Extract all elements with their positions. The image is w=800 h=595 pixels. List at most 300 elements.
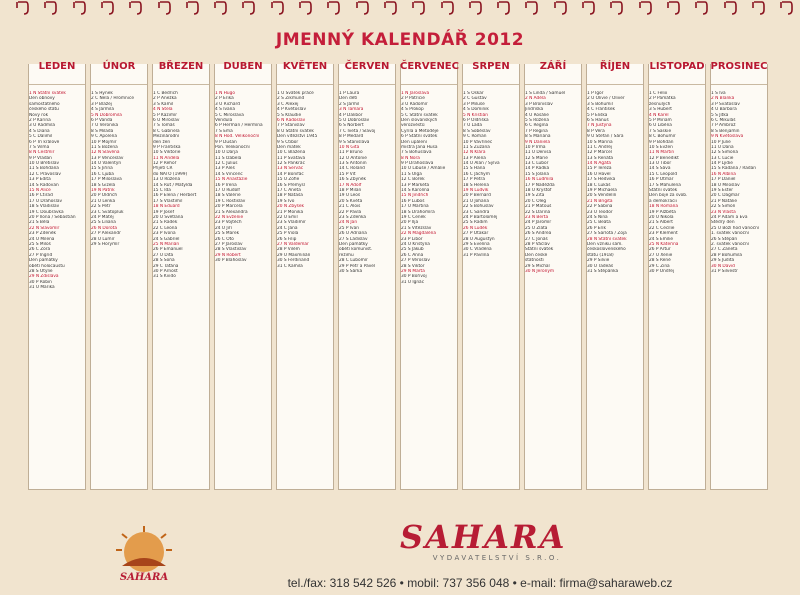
day-entry: 1 P Igor xyxy=(587,91,604,96)
day-entry: státnosti xyxy=(525,258,544,264)
day-entry: 27 P Alexandr xyxy=(91,231,121,237)
day-entry: 13 Č Lucie xyxy=(711,155,734,161)
day-entry: 20 Ú Nikola xyxy=(649,214,674,220)
day-entry: 14 P Lýdie xyxy=(711,161,733,167)
ring-icon xyxy=(42,0,58,16)
day-row xyxy=(339,269,395,274)
day-entry: 27 Č Jonáš xyxy=(525,236,548,242)
day-entry: 19 Č Čeněk xyxy=(401,214,426,220)
day-entry: 28 P Bohumila xyxy=(711,252,743,258)
day-entry: 27 P Jaroslav xyxy=(215,241,243,247)
calendar-title: JMENNÝ KALENDÁŘ 2012 xyxy=(275,30,525,50)
day-entry: 26 S Filip xyxy=(277,236,297,242)
day-entry: 6 P Státní svátek xyxy=(401,134,438,140)
day-row xyxy=(277,264,333,269)
day-entry: 22 S Šimon xyxy=(711,204,736,210)
day-entry: 8 N Čestmír xyxy=(29,150,55,156)
day-entry: Štědrý den xyxy=(711,220,735,226)
day-entry: 6 P Tři králové xyxy=(29,139,60,145)
day-entry: 17 N Adolf xyxy=(339,182,362,188)
month-name: KVĚTEN xyxy=(282,61,328,72)
day-entry: 15 Ú Žofie xyxy=(277,177,300,183)
day-entry: 14 S Sáva xyxy=(649,166,671,172)
ring-icon xyxy=(240,0,256,16)
day-entry: Mezinárodní xyxy=(153,134,180,140)
day-entry: Den boje za svob. xyxy=(649,193,688,199)
day-entry: 20 P Marcela xyxy=(215,204,243,210)
day-entry: 28 P Vilém xyxy=(277,247,300,253)
day-entry: 10 P Julie xyxy=(711,139,731,145)
day-entry: zesnulých xyxy=(649,101,671,107)
day-row xyxy=(711,269,767,274)
day-entry: 28 Č Lubomír xyxy=(339,258,368,264)
day-entry: 25 N Marián xyxy=(153,241,180,247)
ring-icon xyxy=(495,0,511,16)
day-entry: 23 S Zdeňka xyxy=(339,214,367,220)
month-column xyxy=(152,61,210,490)
day-entry: 9 P Bohdan xyxy=(649,139,674,145)
day-entry: 22 S Bohuslav xyxy=(463,204,494,210)
day-entry: do NATO (1999) xyxy=(153,171,188,177)
day-entry: 12 Ú Antonie xyxy=(339,155,367,161)
day-entry: 19 P Josef xyxy=(153,209,175,215)
day-entry: 30 N David xyxy=(711,263,735,269)
day-entry: 20 P Ilona / Sebastián xyxy=(29,214,76,220)
day-entry: 29 Ú Maxmilián xyxy=(277,252,311,258)
day-entry: 23 N Berta xyxy=(525,214,549,220)
day-entry: státu (1918) xyxy=(587,252,614,258)
day-list xyxy=(153,84,209,483)
day-entry: 9 N Daniela xyxy=(525,139,551,145)
day-entry: 18 S Drahomíra xyxy=(401,209,435,215)
day-entry: 13 Ú Tibor xyxy=(649,161,672,167)
day-entry: 21 S Albert xyxy=(649,220,673,226)
day-entry: 8 Ú Státní svátek xyxy=(277,128,314,134)
day-list xyxy=(649,84,705,483)
logo-text: SAHARA xyxy=(119,572,169,583)
day-entry: 1 N Státní svátek xyxy=(29,91,66,96)
day-entry: 14 S Karolína xyxy=(401,188,430,194)
day-entry: 6 N Radoslav xyxy=(277,117,306,123)
day-row xyxy=(463,253,519,258)
day-entry: 7 Ú Veronika xyxy=(91,123,119,129)
day-entry: 14 P Radka xyxy=(525,166,550,172)
day-entry: 5 N Kristián xyxy=(463,112,488,118)
ring-icon xyxy=(382,0,398,16)
day-entry: 2 N Blanka xyxy=(711,96,735,102)
day-entry: 13 Ú Růžena xyxy=(153,177,181,183)
day-entry: 6 S Norbert xyxy=(339,123,364,129)
sahara-logo xyxy=(108,522,180,584)
day-entry: 7 S Ema xyxy=(215,128,233,134)
day-entry: 31 P Pavlína xyxy=(463,252,490,258)
day-entry: 7 S Bohuslava xyxy=(401,150,432,156)
day-entry: 13 S Renáta xyxy=(587,155,614,161)
day-entry: Pon. Velikonoční xyxy=(215,144,250,150)
day-entry: 26 Č Zora xyxy=(29,247,51,253)
day-entry: 2 Č Gustav xyxy=(463,96,487,102)
month-name: DUBEN xyxy=(223,61,263,72)
ring-icon xyxy=(269,0,285,16)
day-entry: 10 N Gita xyxy=(339,144,360,150)
day-entry: 14 S Rút / Matylda xyxy=(153,182,193,188)
day-entry: 9 S Stanislava xyxy=(339,139,370,145)
day-entry: 9 Ú Štefan / Sára xyxy=(587,134,624,140)
day-entry: 3 P Miluše xyxy=(463,101,485,107)
day-entry: Státní svátek xyxy=(525,247,554,253)
day-entry: 16 N Ludmila xyxy=(525,177,554,183)
month-column xyxy=(90,61,148,490)
day-entry: 12 N Slavěna xyxy=(91,150,120,156)
day-entry: 12 Č Pravoslav xyxy=(29,171,61,177)
day-entry: 9 S Ctibor xyxy=(277,139,299,145)
ring-icon xyxy=(354,0,370,16)
day-entry: 18 Ú Miloslav xyxy=(711,182,740,188)
day-entry: a demokracii xyxy=(649,198,677,204)
day-entry: 7 S Vilma xyxy=(29,144,50,150)
ring-icon xyxy=(722,0,738,16)
day-entry: 27 Č Žaneta xyxy=(711,247,738,253)
day-entry: 4 Č František xyxy=(587,107,615,113)
day-entry: 3 P Blažej xyxy=(91,101,112,107)
day-entry: 31 S Kvido xyxy=(153,274,176,280)
day-entry: Nový rok xyxy=(29,112,49,118)
day-entry: 12 S Simona xyxy=(711,150,739,156)
day-entry: 16 S Zbyněk xyxy=(339,177,366,183)
day-entry: 2 P Památka xyxy=(649,96,676,102)
day-entry: 16 S Přemysl xyxy=(277,182,305,188)
day-entry: 11 P Svatava xyxy=(277,155,306,161)
day-entry: 24 Č Jana xyxy=(277,225,298,231)
day-entry: 17 P Naděžda xyxy=(525,182,555,188)
day-entry: 29 Č Taťána xyxy=(153,263,179,269)
day-row xyxy=(587,269,643,274)
day-entry: 19 S Ivo xyxy=(277,198,295,204)
month-column xyxy=(338,61,396,490)
day-entry: 3 Ú Radmila xyxy=(29,123,56,129)
ring-icon xyxy=(778,0,794,16)
day-row xyxy=(29,285,85,290)
day-entry: 9 N Květoslava xyxy=(711,134,744,140)
day-entry: 5 Č Státní svátek xyxy=(401,112,438,118)
day-entry: Den české xyxy=(525,252,548,258)
day-entry: 6 Ú Liběna xyxy=(649,123,672,129)
day-entry: 28 P Václav xyxy=(525,241,550,247)
day-entry: 2. svátek vánoční xyxy=(711,241,749,247)
day-entry: 1 N Hugo xyxy=(215,91,235,96)
day-entry: 24 N Jan xyxy=(339,220,358,226)
ring-icon xyxy=(580,0,596,16)
day-entry: 23 N Vlasta xyxy=(711,209,736,215)
day-entry: 11 N Martin xyxy=(649,150,675,156)
day-entry: mistra Jana Husa xyxy=(401,144,438,150)
day-entry: 8 S Mariana xyxy=(525,134,551,140)
day-entry: 20 P Oldřich xyxy=(91,193,118,199)
day-list xyxy=(525,84,581,483)
day-entry: 17 Ú Rudolf xyxy=(215,188,240,194)
day-entry: 17 P Miloslava xyxy=(91,177,122,183)
day-entry: 1 N Jaroslava xyxy=(401,91,430,96)
ring-icon xyxy=(693,0,709,16)
day-entry: 25 Ú Zlata xyxy=(525,225,548,231)
day-entry: 15 N Anastázie xyxy=(215,177,248,183)
day-entry: 5 Č Miroslava xyxy=(215,112,244,118)
day-entry: 29 S Michal xyxy=(525,263,550,269)
day-entry: 12 P Benedikt xyxy=(649,155,679,161)
day-entry: 21 P Monika xyxy=(277,209,304,215)
day-entry: 30 P Arnošt xyxy=(153,268,178,274)
day-entry: 3 P Bronislav xyxy=(525,101,553,107)
day-entry: 23 Č Sandra xyxy=(463,209,490,215)
ring-icon xyxy=(127,0,143,16)
day-entry: 21 Ú Lenka xyxy=(91,198,116,204)
day-list xyxy=(463,84,519,483)
day-entry: Den slovanských xyxy=(401,117,438,123)
day-list xyxy=(29,84,85,483)
day-entry: Den dětí xyxy=(339,96,358,102)
day-entry: 5 Ú Dobroslav xyxy=(339,117,370,123)
day-entry: 23 P Klement xyxy=(649,231,678,237)
month-column xyxy=(28,61,86,490)
day-entry: 12 S Pankrác xyxy=(277,161,305,167)
day-entry: 9 Č Apolena xyxy=(91,134,117,140)
day-entry: 29 S Evelína xyxy=(463,241,490,247)
day-entry: 3 Č Alexej xyxy=(277,101,299,107)
month-name: ČERVENEC xyxy=(400,61,459,72)
day-row xyxy=(153,274,209,279)
day-entry: 24 P Jaromír xyxy=(525,220,552,226)
day-entry: 26 Č Anna xyxy=(401,252,424,258)
day-entry: 21 Ú Johana xyxy=(463,198,489,204)
month-column xyxy=(648,61,706,490)
day-entry: 21 S Běla xyxy=(29,220,50,226)
day-entry: Den vítězství 1945 xyxy=(277,134,318,140)
ring-icon xyxy=(325,0,341,16)
day-entry: 4 P Květoslav xyxy=(277,107,306,113)
day-entry: 7 N Justýna xyxy=(587,123,612,129)
day-entry: 17 S Hedvika xyxy=(587,177,616,183)
day-entry: 26 S Andrea xyxy=(525,231,552,237)
day-entry: 23 Ú Teodor xyxy=(587,209,613,215)
day-entry: 10 S Evžen xyxy=(649,144,673,150)
day-entry: 24 P Matěj xyxy=(91,214,114,220)
day-entry: 9 P Drahoslava xyxy=(401,161,434,167)
day-entry: 24 S Emílie xyxy=(649,236,674,242)
day-entry: 10 Ú Libuše / Amálie xyxy=(401,166,446,172)
day-entry: 23 P Vojtěch xyxy=(215,220,242,226)
day-entry: 26 P Emanuel xyxy=(153,247,183,253)
day-entry: 11 S Olga xyxy=(401,171,422,177)
day-entry: 13 P Markéta xyxy=(401,182,430,188)
month-name: ÚNOR xyxy=(102,61,136,72)
day-entry: 29 S Judita xyxy=(711,258,735,264)
day-entry: 2 S Zikmund xyxy=(277,96,305,102)
day-entry: 17 P Daniel xyxy=(711,177,736,183)
day-entry: 18 P Milan xyxy=(339,188,362,194)
day-entry: 24 Ú Jiří xyxy=(215,225,232,231)
month-column xyxy=(276,61,334,490)
day-entry: 2 N Adéla xyxy=(525,96,546,102)
day-entry: 15 S Jiřina xyxy=(91,166,113,172)
day-entry: 8 Č Gabriela xyxy=(153,128,180,134)
day-entry: 3 S Hubert xyxy=(649,107,672,113)
day-entry: 18 Ú Kryštof xyxy=(525,188,552,194)
day-entry: 6 Č Regína xyxy=(525,123,549,129)
day-entry: 7 Ú Lada xyxy=(463,123,482,129)
day-entry: 14 S Vincenc xyxy=(215,171,243,177)
month-name: ŘÍJEN xyxy=(599,61,631,72)
day-entry: 5 P Eliška xyxy=(587,112,608,118)
day-entry: 16 N Albína xyxy=(711,171,736,177)
day-entry: 27 Ú Dita xyxy=(153,252,174,258)
day-entry: 3 S Bohumil xyxy=(587,101,613,107)
day-entry: 11 N Anděla xyxy=(153,155,180,161)
day-entry: 11 Č Andrej xyxy=(587,144,613,150)
day-entry: 6 Č Mikuláš xyxy=(711,117,736,123)
day-entry: 8 N Hod. Velikonoční xyxy=(215,134,260,140)
day-entry: 19 P Michaela xyxy=(587,188,617,194)
day-entry: 6 P Oldřiška xyxy=(463,117,489,123)
ring-icon xyxy=(297,0,313,16)
day-entry: 25 S Marek xyxy=(215,231,240,237)
day-entry: 27 Ú Xenie xyxy=(649,252,673,258)
month-name: ČERVEN xyxy=(344,61,390,72)
day-entry: 22 N Slavomír xyxy=(29,225,60,231)
day-list xyxy=(215,84,271,483)
day-entry: 15 S Jolana xyxy=(525,171,550,177)
day-entry: Den památky xyxy=(339,241,368,247)
day-entry: 3 Ú Radomír xyxy=(401,101,428,107)
day-entry: 22 N Magdaléna xyxy=(401,231,437,237)
day-entry: 25 S Liliana xyxy=(91,220,116,226)
day-entry: 19 Ú Leoš xyxy=(339,193,361,199)
day-entry: 17 P Petra xyxy=(463,177,485,183)
day-entry: 4 Ú Rosálie xyxy=(525,112,549,118)
ring-icon xyxy=(467,0,483,16)
day-entry: československého xyxy=(587,247,626,253)
day-list xyxy=(339,84,395,483)
day-entry: 3 S Kamil xyxy=(153,101,174,107)
day-entry: 28 S René xyxy=(649,258,671,264)
day-entry: 29 Č Zina xyxy=(649,263,670,269)
day-list xyxy=(91,84,147,483)
day-entry: 1 Ú Svátek práce xyxy=(277,91,314,96)
day-entry: 9 P Vladan xyxy=(29,155,52,161)
day-entry: 30 Č Vladěna xyxy=(463,247,492,253)
day-entry: 24 P Adam a Eva xyxy=(711,214,748,220)
day-entry: 4 S Jarmila xyxy=(91,107,114,113)
day-entry: 23 Č Svatopluk xyxy=(91,209,124,215)
day-entry: 19 N Patrik xyxy=(91,188,115,194)
day-entry: 27 S Šarlota / Zoja xyxy=(587,231,627,237)
day-entry: 13 S Antonín xyxy=(339,161,367,167)
day-entry: 22 Ú Emil xyxy=(277,214,298,220)
day-entry: 1 Č Felix xyxy=(649,91,668,96)
day-entry: 11 S Božena xyxy=(91,144,118,150)
day-entry: 30 Ú Tadeáš xyxy=(587,263,614,269)
day-entry: 3 N Tamara xyxy=(339,107,364,113)
day-entry: 21 S Alexandra xyxy=(215,209,248,215)
day-entry: 5 N Dobromila xyxy=(91,112,122,118)
ring-icon xyxy=(523,0,539,16)
ring-icon xyxy=(14,0,30,16)
ring-icon xyxy=(552,0,568,16)
day-entry: 10 S Marina xyxy=(587,139,613,145)
day-entry: 1 S Linda / Samuel xyxy=(525,91,566,96)
day-entry: 27 P Otakar xyxy=(463,231,489,237)
day-entry: obětí komunist. xyxy=(339,247,373,253)
day-entry: 14 P Bonifác xyxy=(277,171,304,177)
day-entry: 19 S Zita xyxy=(525,193,545,199)
day-entry: 13 P Edita xyxy=(29,177,51,183)
day-entry: samostatného xyxy=(29,101,60,107)
day-entry: 27 P Věroslav xyxy=(401,258,430,264)
day-row xyxy=(401,280,457,285)
day-entry: 23 P Zdeněk xyxy=(29,231,56,237)
day-entry: 2 Č Nela / Hromnice xyxy=(91,96,134,102)
day-entry: 10 Č Blažena xyxy=(277,150,306,156)
day-entry: 24 P Bartoloměj xyxy=(463,214,498,220)
day-entry: 31 P Silvestr xyxy=(711,268,738,274)
day-entry: 17 Ú Drahoslav xyxy=(29,198,63,204)
day-entry: 20 Č Dagmar xyxy=(711,193,740,199)
day-entry: 21 S Radek xyxy=(153,220,178,226)
day-row xyxy=(215,258,271,263)
day-entry: 16 Č Ljuba xyxy=(91,171,114,177)
day-entry: 16 P Irena xyxy=(215,182,237,188)
day-entry: 30 N Jeroným xyxy=(525,268,555,274)
day-entry: Den památky xyxy=(29,258,58,264)
day-entry: 17 S Mahulena xyxy=(649,182,681,188)
day-entry: 22 S Petr xyxy=(91,204,111,210)
day-entry: 4 S Dominik xyxy=(463,107,489,113)
day-entry: 26 N Dorota xyxy=(91,225,117,231)
day-list xyxy=(277,84,333,483)
day-entry: 24 Ú Kristýna xyxy=(401,241,430,247)
day-entry: 4 N Karel xyxy=(649,112,669,118)
day-entry: 22 Č Leona xyxy=(153,225,178,231)
day-entry: Den vzniku sam. xyxy=(587,241,623,247)
day-entry: 30 P Robin xyxy=(29,279,52,285)
day-entry: 10 Ú Darja xyxy=(215,150,238,156)
day-entry: 19 P Alžběta xyxy=(649,209,676,215)
day-row xyxy=(649,269,705,274)
day-entry: 1 P Laura xyxy=(339,91,360,96)
day-entry: 17 Č Aneta xyxy=(277,188,301,194)
day-entry: 25 S Miloš xyxy=(29,241,51,247)
ring-icon xyxy=(99,0,115,16)
ring-icon xyxy=(184,0,200,16)
ring-icon xyxy=(750,0,766,16)
day-entry: 30 P Ondřej xyxy=(649,268,675,274)
day-entry: 21 N Brigita xyxy=(587,198,613,204)
day-entry: 9 Č Roman xyxy=(463,134,487,140)
day-list xyxy=(401,84,457,483)
day-entry: 16 Ú Havel xyxy=(587,171,611,177)
day-entry: 4 N Stela xyxy=(153,107,173,113)
day-entry: 29 S Horymír xyxy=(91,241,120,247)
day-entry: 30 S Ferdinand xyxy=(277,258,310,264)
day-entry: 30 S Šárka xyxy=(339,268,363,274)
day-entry: 8 P Medard xyxy=(339,134,364,140)
day-entry: 25 Č Beáta xyxy=(587,220,611,226)
day-entry: 14 Č Roland xyxy=(339,166,365,172)
day-entry: 11 S Izabela xyxy=(215,155,242,161)
day-entry: 18 Č Lukáš xyxy=(587,182,611,188)
day-entry: 13 N Servác xyxy=(277,166,304,172)
day-entry: Státní svátek xyxy=(649,188,678,194)
day-entry: 16 P Luboš xyxy=(401,198,425,204)
